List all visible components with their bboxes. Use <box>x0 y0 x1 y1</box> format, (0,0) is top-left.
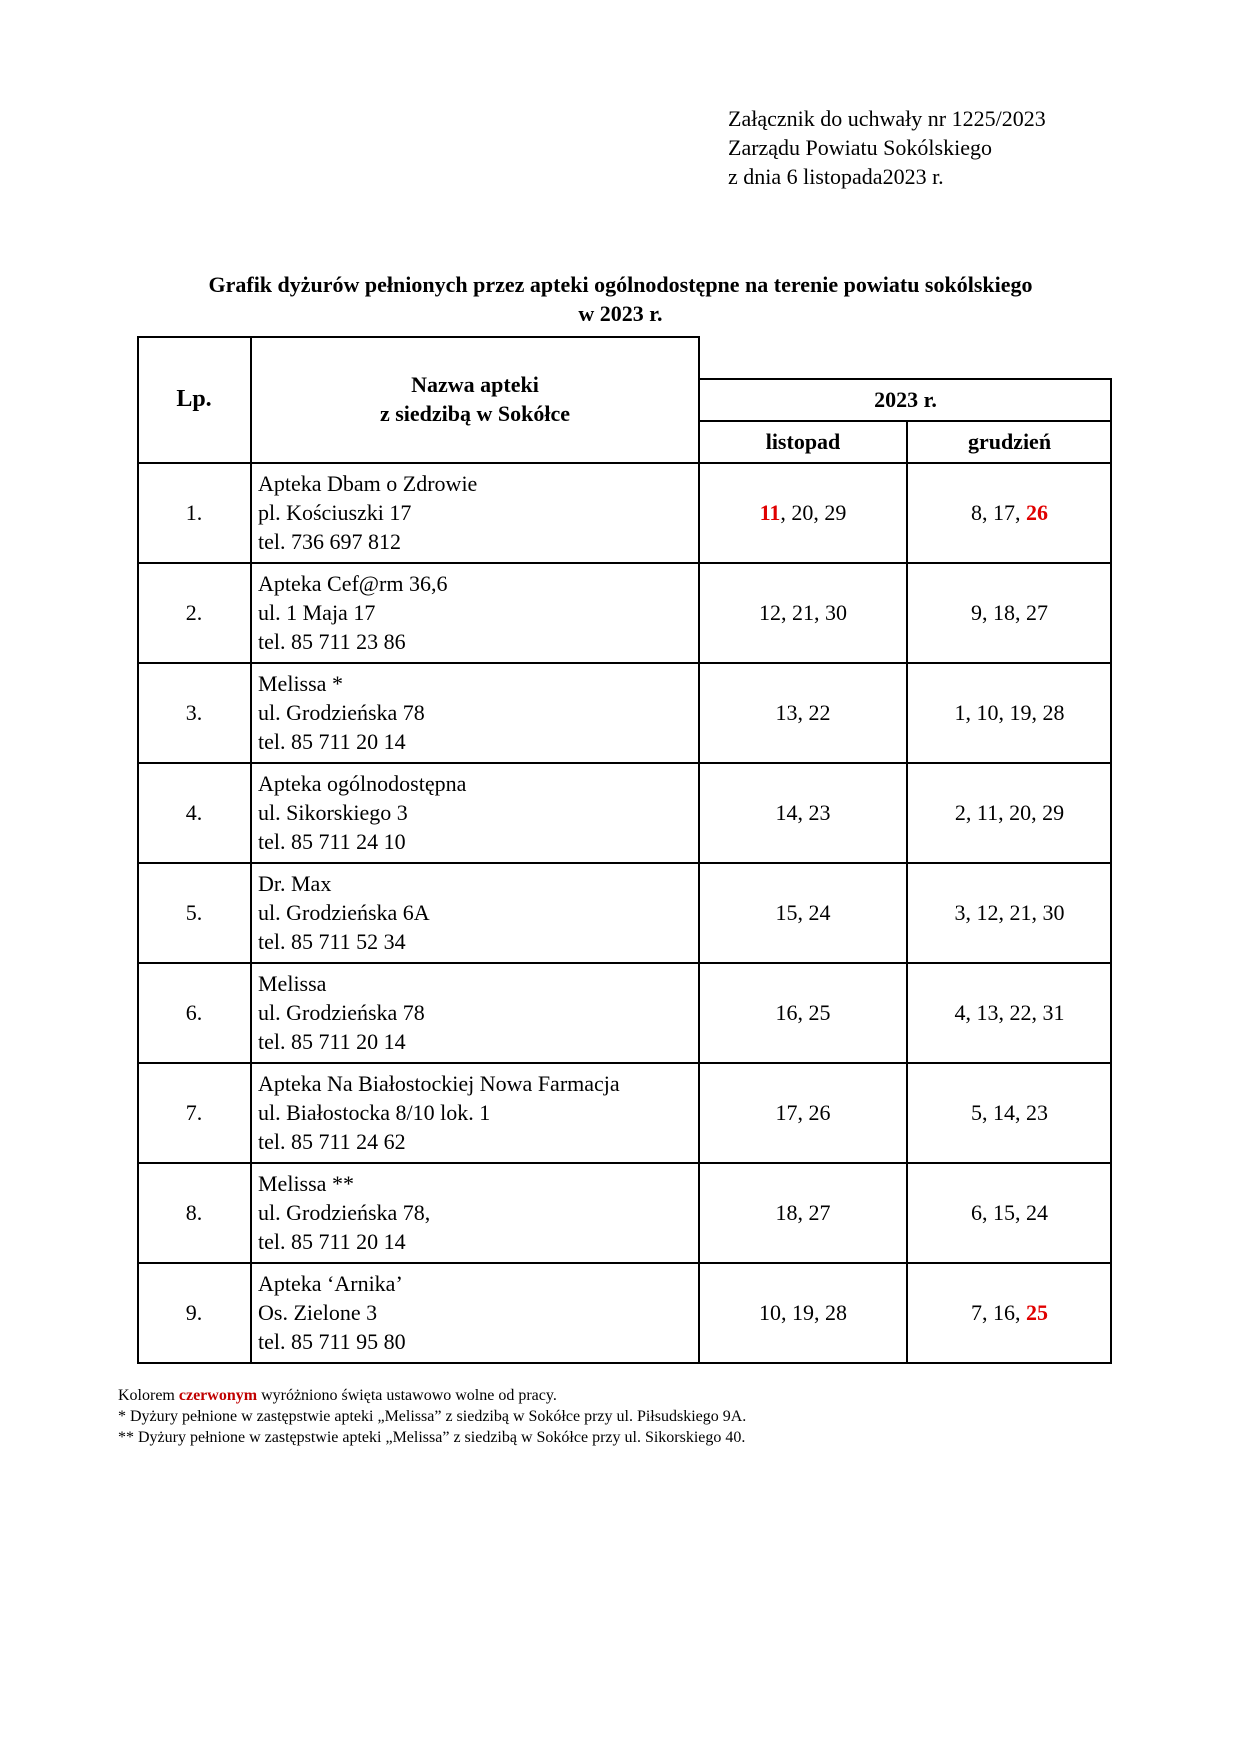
duty-day: 15 <box>993 1199 1015 1225</box>
duty-day: 20 <box>791 499 814 525</box>
duty-day: 3 <box>954 899 966 925</box>
duty-days-november <box>699 462 907 562</box>
row-number <box>137 562 251 662</box>
pharmacy-phone: tel. 85 711 20 14 <box>258 1028 406 1054</box>
duty-day: 31 <box>1042 999 1065 1025</box>
pharmacy-cell <box>251 862 699 962</box>
footnote-2: ** Dyżury pełnione w zastępstwie apteki „Melissa” z siedzibą w Sokółce przy ul. Sikorskiego 40. <box>118 1429 746 1446</box>
pharmacy-name: Apteka ‘Arnika’ <box>258 1270 403 1296</box>
row-number-label: 5. <box>185 899 203 925</box>
pharmacy-cell <box>251 462 699 562</box>
duty-days-list: 17, 26 <box>775 1099 831 1125</box>
row-number-label: 4. <box>185 799 203 825</box>
attachment-line-3: z dnia 6 listopada2023 r. <box>728 164 944 189</box>
pharmacy-name: Melissa ** <box>258 1170 354 1196</box>
row-number-label: 3. <box>185 699 203 725</box>
pharmacy-phone: tel. 85 711 95 80 <box>258 1328 406 1354</box>
row-divider <box>137 862 1112 864</box>
duty-schedule-table <box>137 336 1112 1366</box>
duty-day: 6 <box>971 1199 982 1225</box>
pharmacy-details <box>258 1069 620 1156</box>
pharmacy-address: pl. Kościuszki 17 <box>258 499 412 525</box>
duty-day: 15 <box>775 899 798 925</box>
duty-day: 10 <box>759 1299 781 1325</box>
holiday-day: 26 <box>1026 499 1048 525</box>
duty-day: 24 <box>1026 1199 1048 1225</box>
duty-day: 28 <box>825 1299 847 1325</box>
duty-days-december <box>907 662 1112 762</box>
duty-days-december <box>907 962 1112 1062</box>
row-divider <box>137 762 1112 764</box>
row-number-label: 1. <box>185 499 203 525</box>
row-number-label: 7. <box>185 1099 203 1125</box>
pharmacy-phone: tel. 736 697 812 <box>258 528 401 554</box>
pharmacy-phone: tel. 85 711 20 14 <box>258 1228 406 1254</box>
pharmacy-phone: tel. 85 711 24 62 <box>258 1128 406 1154</box>
title-line-1: Grafik dyżurów pełnionych przez apteki ogólnodostępne na terenie powiatu sokólskiego <box>208 272 1033 297</box>
duty-day: 22 <box>1009 999 1032 1025</box>
duty-day: 22 <box>808 699 831 725</box>
header-pharmacy-name <box>251 336 699 462</box>
duty-days-november <box>699 1062 907 1162</box>
footnote-1: * Dyżury pełnione w zastępstwie apteki „Melissa” z siedzibą w Sokółce przy ul. Piłsudskiego 9A. <box>118 1408 747 1425</box>
duty-day: 12 <box>976 899 999 925</box>
duty-days-december <box>907 562 1112 662</box>
pharmacy-phone: tel. 85 711 23 86 <box>258 628 406 654</box>
duty-day: 20 <box>1009 799 1032 825</box>
duty-days-december <box>907 1262 1112 1362</box>
pharmacy-cell <box>251 1262 699 1362</box>
duty-day: 7 <box>971 1299 982 1325</box>
row-number <box>137 462 251 562</box>
pharmacy-phone: tel. 85 711 24 10 <box>258 828 406 854</box>
pharmacy-details <box>258 1269 406 1356</box>
duty-day: 18 <box>993 599 1015 625</box>
attachment-note <box>728 104 1046 191</box>
duty-day: 1 <box>954 699 966 725</box>
duty-days-list: 9, 18, 27 <box>971 599 1048 625</box>
attachment-line-2: Zarządu Powiatu Sokólskiego <box>728 135 992 160</box>
duty-days-november <box>699 862 907 962</box>
header-november: listopad <box>765 428 841 454</box>
duty-day: 19 <box>792 1299 814 1325</box>
duty-day: 25 <box>808 999 831 1025</box>
duty-days-list: 7, 16, 25 <box>971 1299 1048 1325</box>
row-divider <box>137 1262 1112 1264</box>
pharmacy-details <box>258 1169 430 1256</box>
row-number-label: 8. <box>185 1199 203 1225</box>
pharmacy-address: ul. Białostocka 8/10 lok. 1 <box>258 1099 491 1125</box>
pharmacy-phone: tel. 85 711 52 34 <box>258 928 406 954</box>
legend-red-word: czerwonym <box>178 1387 258 1404</box>
duty-days-december <box>907 1062 1112 1162</box>
header-lp: Lp. <box>176 385 212 412</box>
duty-days-list: 5, 14, 23 <box>971 1099 1048 1125</box>
duty-day: 17 <box>993 499 1015 525</box>
duty-days-november <box>699 762 907 862</box>
row-divider <box>137 962 1112 964</box>
duty-day: 26 <box>808 1099 831 1125</box>
column-divider <box>250 462 252 1364</box>
duty-days-list: 16, 25 <box>775 999 831 1025</box>
duty-days-november <box>699 1262 907 1362</box>
pharmacy-name: Apteka ogólnodostępna <box>258 770 467 796</box>
pharmacy-cell <box>251 1162 699 1262</box>
pharmacy-name: Apteka Dbam o Zdrowie <box>258 470 478 496</box>
duty-days-november <box>699 1162 907 1262</box>
pharmacy-address: Os. Zielone 3 <box>258 1299 378 1325</box>
header-year: 2023 r. <box>874 386 937 412</box>
pharmacy-address: ul. Grodzieńska 78 <box>258 699 425 725</box>
pharmacy-address: ul. 1 Maja 17 <box>258 599 376 625</box>
duty-day: 29 <box>824 499 847 525</box>
duty-day: 13 <box>775 699 798 725</box>
duty-day: 9 <box>971 599 982 625</box>
column-divider <box>1110 462 1112 1364</box>
row-number <box>137 1262 251 1362</box>
pharmacy-name: Dr. Max <box>258 870 332 896</box>
duty-day: 2 <box>954 799 966 825</box>
pharmacy-cell <box>251 762 699 862</box>
duty-day: 17 <box>775 1099 798 1125</box>
duty-days-november <box>699 662 907 762</box>
duty-day: 14 <box>993 1099 1015 1125</box>
duty-day: 13 <box>976 999 999 1025</box>
pharmacy-cell <box>251 1062 699 1162</box>
pharmacy-details <box>258 969 425 1056</box>
duty-days-list: 1, 10, 19, 28 <box>954 699 1065 725</box>
row-divider <box>137 462 1112 464</box>
duty-days-december <box>907 762 1112 862</box>
duty-days-list: 2, 11, 20, 29 <box>954 799 1065 825</box>
duty-day: 21 <box>792 599 814 625</box>
pharmacy-address: ul. Grodzieńska 78, <box>258 1199 431 1225</box>
duty-days-list: 10, 19, 28 <box>759 1299 847 1325</box>
duty-day: 27 <box>1026 599 1048 625</box>
row-divider <box>137 1062 1112 1064</box>
duty-day: 18 <box>775 1199 798 1225</box>
pharmacy-cell <box>251 662 699 762</box>
column-divider <box>137 462 139 1364</box>
duty-days-list: 18, 27 <box>775 1199 831 1225</box>
duty-days-november <box>699 962 907 1062</box>
pharmacy-address: ul. Sikorskiego 3 <box>258 799 408 825</box>
duty-day: 8 <box>971 499 982 525</box>
row-number <box>137 1062 251 1162</box>
duty-days-list: 3, 12, 21, 30 <box>954 899 1065 925</box>
header-name-line-2: z siedzibą w Sokółce <box>379 401 571 426</box>
duty-days-list: 12, 21, 30 <box>759 599 847 625</box>
duty-days-december <box>907 462 1112 562</box>
duty-day: 14 <box>775 799 798 825</box>
duty-day: 5 <box>971 1099 982 1125</box>
duty-day: 10 <box>976 699 999 725</box>
pharmacy-details <box>258 569 448 656</box>
duty-day: 30 <box>1042 899 1065 925</box>
pharmacy-address: ul. Grodzieńska 78 <box>258 999 425 1025</box>
holiday-day: 11 <box>759 499 781 525</box>
duty-days-november <box>699 562 907 662</box>
row-number <box>137 962 251 1062</box>
pharmacy-details <box>258 769 466 856</box>
row-number <box>137 662 251 762</box>
duty-days-list: 11, 20, 29 <box>759 499 847 525</box>
duty-day: 27 <box>808 1199 831 1225</box>
pharmacy-phone: tel. 85 711 20 14 <box>258 728 406 754</box>
row-number <box>137 1162 251 1262</box>
duty-day: 29 <box>1042 799 1065 825</box>
row-divider <box>137 562 1112 564</box>
duty-days-list: 15, 24 <box>775 899 831 925</box>
pharmacy-details <box>258 669 425 756</box>
document-title <box>100 270 1141 328</box>
column-divider <box>698 462 700 1364</box>
duty-day: 16 <box>775 999 798 1025</box>
header-december: grudzień <box>967 428 1052 454</box>
duty-day: 21 <box>1009 899 1032 925</box>
duty-day: 4 <box>954 999 966 1025</box>
duty-day: 28 <box>1042 699 1065 725</box>
row-divider <box>137 1162 1112 1164</box>
table-bottom-border <box>137 1362 1112 1364</box>
pharmacy-details <box>258 469 477 556</box>
duty-days-list: 8, 17, 26 <box>971 499 1048 525</box>
duty-day: 16 <box>993 1299 1015 1325</box>
pharmacy-cell <box>251 562 699 662</box>
attachment-line-1: Załącznik do uchwały nr 1225/2023 <box>728 106 1046 131</box>
footnote-color-legend: Kolorem czerwonym wyróżniono święta ustawowo wolne od pracy. <box>118 1387 557 1404</box>
pharmacy-name: Apteka Cef@rm 36,6 <box>258 570 448 596</box>
row-number-label: 9. <box>185 1299 203 1325</box>
row-number <box>137 762 251 862</box>
pharmacy-cell <box>251 962 699 1062</box>
duty-day: 11 <box>976 799 999 825</box>
duty-day: 24 <box>808 899 831 925</box>
duty-days-list: 13, 22 <box>775 699 831 725</box>
pharmacy-address: ul. Grodzieńska 6A <box>258 899 430 925</box>
pharmacy-name: Apteka Na Białostockiej Nowa Farmacja <box>258 1070 620 1096</box>
duty-day: 30 <box>825 599 847 625</box>
footnotes <box>118 1385 746 1448</box>
row-number-label: 6. <box>185 999 203 1025</box>
duty-day: 23 <box>808 799 831 825</box>
title-line-2: w 2023 r. <box>578 301 663 326</box>
duty-day: 19 <box>1009 699 1032 725</box>
duty-days-list: 6, 15, 24 <box>971 1199 1048 1225</box>
duty-days-december <box>907 1162 1112 1262</box>
column-divider <box>906 462 908 1364</box>
pharmacy-name: Melissa <box>258 970 327 996</box>
duty-day: 23 <box>1026 1099 1048 1125</box>
row-number <box>137 862 251 962</box>
duty-day: 12 <box>759 599 781 625</box>
duty-days-list: 14, 23 <box>775 799 831 825</box>
header-name-line-1: Nazwa apteki <box>411 372 539 397</box>
duty-days-december <box>907 862 1112 962</box>
pharmacy-details <box>258 869 430 956</box>
row-divider <box>137 662 1112 664</box>
duty-days-list: 4, 13, 22, 31 <box>954 999 1065 1025</box>
holiday-day: 25 <box>1026 1299 1048 1325</box>
row-number-label: 2. <box>185 599 203 625</box>
pharmacy-name: Melissa * <box>258 670 343 696</box>
